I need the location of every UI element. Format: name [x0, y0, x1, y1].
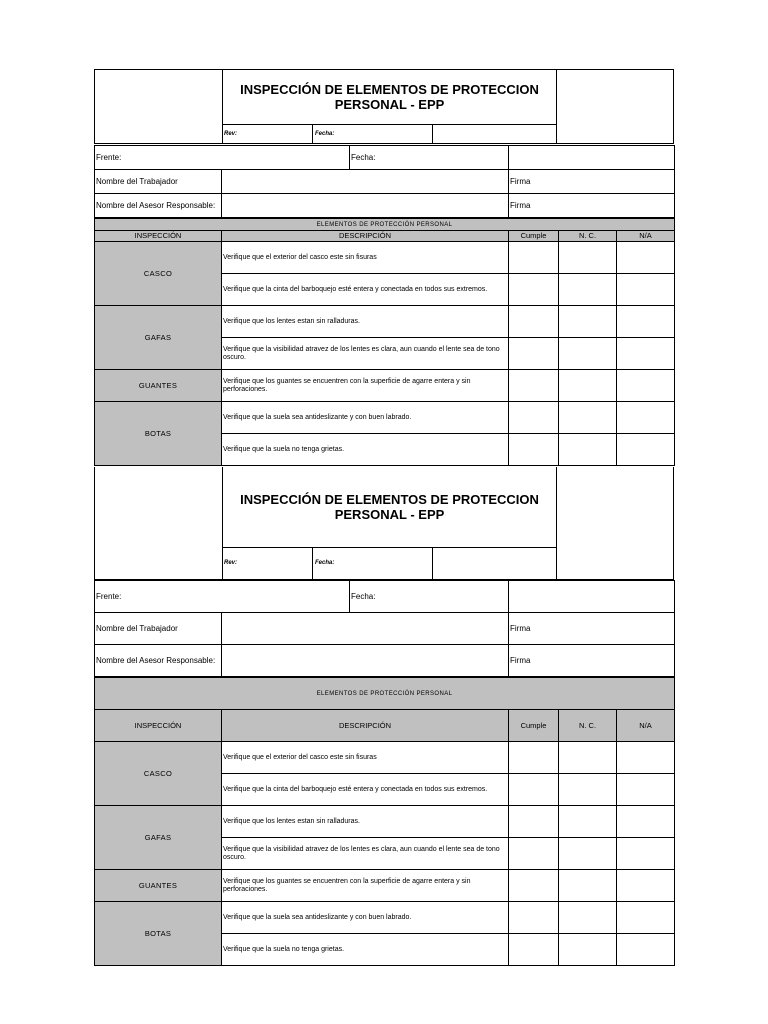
cumple-cell[interactable] — [509, 242, 559, 274]
worker-info-table — [94, 580, 675, 677]
nc-cell[interactable] — [559, 806, 617, 838]
item-botas: BOTAS — [95, 402, 222, 466]
na-cell[interactable] — [617, 338, 675, 370]
na-cell[interactable] — [617, 838, 675, 870]
cumple-cell[interactable] — [509, 274, 559, 306]
item-casco: CASCO — [95, 742, 222, 806]
check-description: Verifique que los guantes se encuentren con la superficie de agarre entera y sin perforaciones. — [222, 370, 509, 402]
nc-cell[interactable] — [559, 934, 617, 966]
check-description: Verifique que la suela sea antideslizante y con buen labrado. — [222, 402, 509, 434]
firma-trabajador-field[interactable] — [509, 170, 675, 194]
cumple-cell[interactable] — [509, 370, 559, 402]
check-description: Verifique que la suela no tenga grietas. — [222, 434, 509, 466]
rev-label: Rev: — [222, 124, 313, 143]
firma-label: Firma — [510, 200, 531, 210]
asesor-label: Nombre del Asesor Responsable: — [95, 645, 222, 677]
cumple-cell[interactable] — [509, 902, 559, 934]
col-nc: N. C. — [559, 710, 617, 742]
cumple-cell[interactable] — [509, 838, 559, 870]
col-na: N/A — [617, 710, 675, 742]
col-cumple: Cumple — [509, 710, 559, 742]
cumple-cell[interactable] — [509, 742, 559, 774]
frente-label: Frente: — [96, 152, 122, 162]
nc-cell[interactable] — [559, 434, 617, 466]
firma-label: Firma — [510, 623, 531, 633]
col-cumple: Cumple — [509, 231, 559, 242]
revision-value[interactable] — [433, 124, 557, 143]
asesor-label: Nombre del Asesor Responsable: — [95, 194, 222, 218]
na-cell[interactable] — [617, 242, 675, 274]
trabajador-label: Nombre del Trabajador — [95, 170, 222, 194]
na-cell[interactable] — [617, 870, 675, 902]
frente-label: Frente: — [96, 591, 122, 601]
firma-label: Firma — [510, 176, 531, 186]
item-guantes: GUANTES — [95, 870, 222, 902]
item-gafas: GAFAS — [95, 806, 222, 870]
item-botas: BOTAS — [95, 902, 222, 966]
check-description: Verifique que la visibilidad atravez de los lentes es clara, aun cuando el lente sea de tono oscuro. — [222, 338, 509, 370]
code-area — [556, 70, 673, 143]
check-description: Verifique que los lentes estan sin ralladuras. — [222, 806, 509, 838]
worker-info-table — [94, 145, 675, 218]
revision-value[interactable] — [433, 547, 557, 579]
na-cell[interactable] — [617, 774, 675, 806]
cumple-cell[interactable] — [509, 870, 559, 902]
cumple-cell[interactable] — [509, 306, 559, 338]
fecha-value[interactable] — [509, 146, 675, 170]
check-description: Verifique que el exterior del casco este sin fisuras — [222, 242, 509, 274]
fecha-small-label: Fecha: — [313, 547, 433, 579]
na-cell[interactable] — [617, 402, 675, 434]
cumple-cell[interactable] — [509, 338, 559, 370]
nc-cell[interactable] — [559, 242, 617, 274]
col-na: N/A — [617, 231, 675, 242]
check-description: Verifique que la cinta del barboquejo esté entera y conectada en todos sus extremos. — [222, 274, 509, 306]
check-description: Verifique que los lentes estan sin ralladuras. — [222, 306, 509, 338]
nc-cell[interactable] — [559, 838, 617, 870]
revision-row — [222, 124, 557, 144]
form-title: INSPECCIÓN DE ELEMENTOS DE PROTECCION PERSONAL - EPP — [222, 467, 557, 548]
item-guantes: GUANTES — [95, 370, 222, 402]
nc-cell[interactable] — [559, 338, 617, 370]
firma-asesor-field[interactable] — [509, 194, 675, 218]
code-area — [556, 467, 673, 579]
na-cell[interactable] — [617, 434, 675, 466]
inspection-form-1 — [94, 69, 674, 466]
na-cell[interactable] — [617, 370, 675, 402]
check-description: Verifique que los guantes se encuentren con la superficie de agarre entera y sin perforaciones. — [222, 870, 509, 902]
nc-cell[interactable] — [559, 742, 617, 774]
nc-cell[interactable] — [559, 902, 617, 934]
firma-asesor-field[interactable] — [509, 645, 675, 677]
fecha-small-label: Fecha: — [313, 124, 433, 143]
form-header — [94, 467, 674, 580]
col-descripcion: DESCRIPCIÓN — [222, 710, 509, 742]
frente-field[interactable] — [95, 581, 350, 613]
firma-label: Firma — [510, 655, 531, 665]
item-casco: CASCO — [95, 242, 222, 306]
asesor-input[interactable] — [222, 645, 509, 677]
rev-label: Rev: — [222, 547, 313, 579]
form-header — [94, 69, 674, 144]
check-description: Verifique que la suela no tenga grietas. — [222, 934, 509, 966]
logo-area — [95, 467, 223, 579]
section-title: ELEMENTOS DE PROTECCIÓN PERSONAL — [95, 219, 675, 231]
logo-area — [95, 70, 223, 143]
cumple-cell[interactable] — [509, 434, 559, 466]
nc-cell[interactable] — [559, 870, 617, 902]
na-cell[interactable] — [617, 274, 675, 306]
col-nc: N. C. — [559, 231, 617, 242]
trabajador-label: Nombre del Trabajador — [95, 613, 222, 645]
col-inspeccion: INSPECCIÓN — [95, 231, 222, 242]
na-cell[interactable] — [617, 806, 675, 838]
asesor-input[interactable] — [222, 194, 509, 218]
inspection-form-2 — [94, 467, 674, 966]
na-cell[interactable] — [617, 902, 675, 934]
nc-cell[interactable] — [559, 370, 617, 402]
check-description: Verifique que la visibilidad atravez de los lentes es clara, aun cuando el lente sea de tono oscuro. — [222, 838, 509, 870]
na-cell[interactable] — [617, 306, 675, 338]
cumple-cell[interactable] — [509, 402, 559, 434]
nc-cell[interactable] — [559, 306, 617, 338]
col-inspeccion: INSPECCIÓN — [95, 710, 222, 742]
form-title: INSPECCIÓN DE ELEMENTOS DE PROTECCION PERSONAL - EPP — [222, 70, 557, 125]
frente-field[interactable] — [95, 146, 350, 170]
fecha-label: Fecha: — [351, 152, 376, 162]
cumple-cell[interactable] — [509, 774, 559, 806]
check-description: Verifique que la cinta del barboquejo esté entera y conectada en todos sus extremos. — [222, 774, 509, 806]
fecha-field[interactable] — [350, 146, 509, 170]
check-description: Verifique que la suela sea antideslizante y con buen labrado. — [222, 902, 509, 934]
fecha-label: Fecha: — [351, 591, 376, 601]
na-cell[interactable] — [617, 934, 675, 966]
nc-cell[interactable] — [559, 274, 617, 306]
epp-table — [94, 677, 675, 966]
cumple-cell[interactable] — [509, 934, 559, 966]
firma-trabajador-field[interactable] — [509, 613, 675, 645]
fecha-value[interactable] — [509, 581, 675, 613]
check-description: Verifique que el exterior del casco este sin fisuras — [222, 742, 509, 774]
section-title: ELEMENTOS DE PROTECCIÓN PERSONAL — [95, 678, 675, 710]
revision-row — [222, 547, 557, 580]
nc-cell[interactable] — [559, 774, 617, 806]
na-cell[interactable] — [617, 742, 675, 774]
fecha-field[interactable] — [350, 581, 509, 613]
trabajador-input[interactable] — [222, 170, 509, 194]
nc-cell[interactable] — [559, 402, 617, 434]
epp-table — [94, 218, 675, 466]
trabajador-input[interactable] — [222, 613, 509, 645]
item-gafas: GAFAS — [95, 306, 222, 370]
cumple-cell[interactable] — [509, 806, 559, 838]
col-descripcion: DESCRIPCIÓN — [222, 231, 509, 242]
